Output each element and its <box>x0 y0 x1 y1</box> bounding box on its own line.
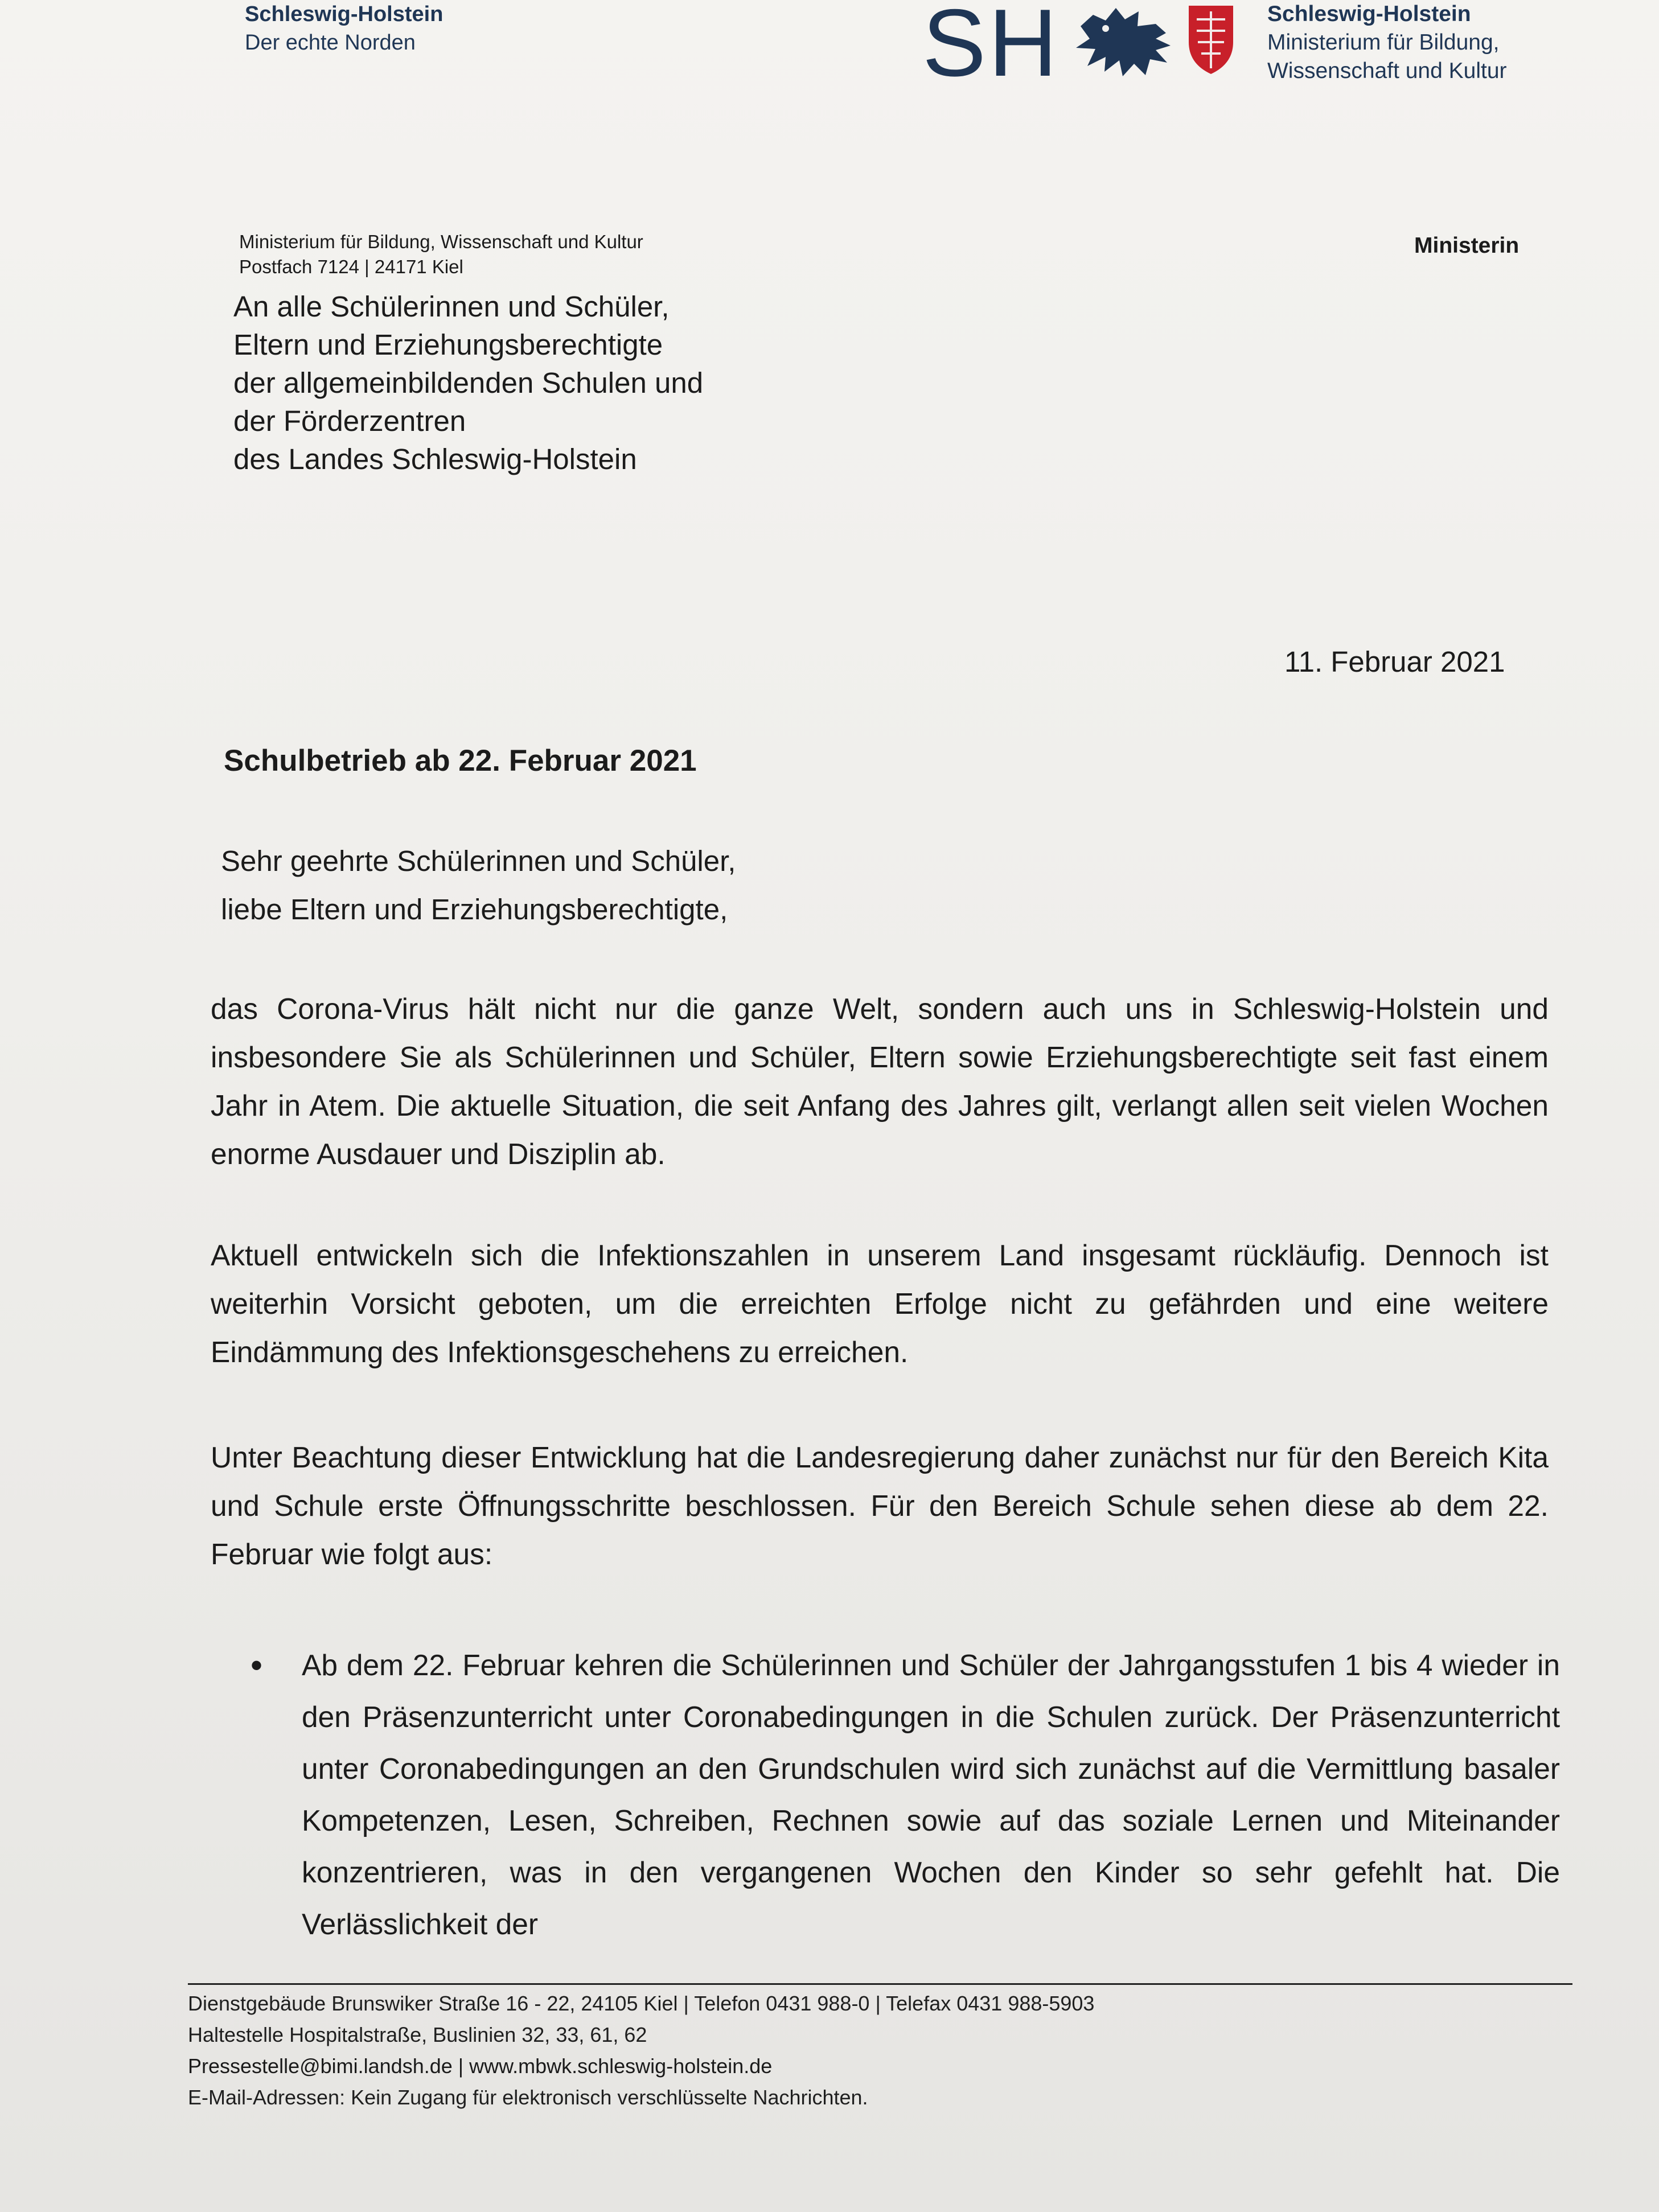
recipient-line: der allgemeinbildenden Schulen und <box>233 367 704 399</box>
footer-transit: Haltestelle Hospitalstraße, Buslinien 32, 33, 61, 62 <box>188 2023 647 2046</box>
footer-address: Dienstgebäude Brunswiker Straße 16 - 22, 24105 Kiel | Telefon 0431 988-0 | Telefax 0431 988-5903 <box>188 1992 1095 2015</box>
brand-left-slogan: Der echte Norden <box>245 31 416 55</box>
letter-subject: Schulbetrieb ab 22. Februar 2021 <box>224 744 697 778</box>
letter-date: 11. Februar 2021 <box>1284 645 1505 678</box>
body-paragraph: Unter Beachtung dieser Entwicklung hat die Landesregierung daher zunächst nur für den Bereich Kita und Schule erste Öffnungsschritte beschlossen. Für den Bereich Schule sehen diese ab dem 22. Februar wie folgt aus: <box>211 1441 1549 1570</box>
body-paragraph: das Corona-Virus hält nicht nur die ganze Welt, sondern auch uns in Schleswig-Holstein und insbesondere Sie als Schülerinnen und Schüler, Eltern sowie Erziehungsberechtigte seit fast einem Jahr in Atem. Die aktuelle Situation, die seit Anfang des Jahres gilt, verlangt allen seit vielen Wochen enorme Ausdauer und Disziplin ab. <box>211 992 1549 1170</box>
nettle-leaf-shield-icon <box>1185 2 1237 76</box>
letter-footer <box>188 1988 1094 2113</box>
recipient-line: des Landes Schleswig-Holstein <box>233 443 637 475</box>
lion-emblem-icon <box>1070 3 1178 77</box>
list-item <box>251 1639 1560 1950</box>
sh-logo-text: SH <box>922 0 1060 96</box>
brand-right-title: Schleswig-Holstein <box>1267 2 1471 26</box>
recipient-line: Eltern und Erziehungsberechtigte <box>233 328 663 361</box>
brand-left-title: Schleswig-Holstein <box>245 2 444 26</box>
salutation <box>221 837 736 934</box>
recipient-block <box>233 287 703 478</box>
sender-line-2: Postfach 7124 | 24171 Kiel <box>239 256 463 277</box>
sender-line-1: Ministerium für Bildung, Wissenschaft und Kultur <box>239 231 643 252</box>
brand-block-right <box>1267 0 1507 85</box>
bullet-icon: • <box>251 1646 263 1684</box>
sender-address <box>239 229 643 279</box>
brand-block-left <box>245 0 443 57</box>
salutation-line: Sehr geehrte Schülerinnen und Schüler, <box>221 845 736 877</box>
bullet-list <box>251 1639 1560 1950</box>
recipient-line: der Förderzentren <box>233 405 466 437</box>
footer-contact: Pressestelle@bimi.landsh.de | www.mbwk.schleswig-holstein.de <box>188 2054 773 2078</box>
footer-divider <box>188 1983 1572 1985</box>
sender-role: Ministerin <box>1414 233 1520 258</box>
brand-right-ministry-line1: Ministerium für Bildung, <box>1267 30 1500 55</box>
recipient-line: An alle Schülerinnen und Schüler, <box>233 290 670 323</box>
bullet-text: Ab dem 22. Februar kehren die Schülerinnen und Schüler der Jahrgangsstufen 1 bis 4 wieder in den Präsenzunterricht unter Coronabedingungen in die Schulen zurück. Der Präsenzunterricht unter Coronabedingungen an den Grundschulen wird sich zunächst auf die Vermittlung basaler Kompetenzen, Lesen, Schreiben, Rechnen sowie auf das soziale Lernen und Miteinander konzentrieren, was in den vergangenen Wochen den Kinder so sehr gefehlt hat. Die Verlässlichkeit der <box>302 1648 1560 1940</box>
brand-right-ministry-line2: Wissenschaft und Kultur <box>1267 59 1507 83</box>
salutation-line: liebe Eltern und Erziehungsberechtigte, <box>221 893 728 926</box>
body-paragraph: Aktuell entwickeln sich die Infektionszahlen in unserem Land insgesamt rückläufig. Dennoch ist weiterhin Vorsicht geboten, um die erreichten Erfolge nicht zu gefährden und eine weitere Eindämmung des Infektionsgeschehens zu erreichen. <box>211 1239 1549 1368</box>
footer-email-notice: E-Mail-Adressen: Kein Zugang für elektronisch verschlüsselte Nachrichten. <box>188 2086 868 2109</box>
